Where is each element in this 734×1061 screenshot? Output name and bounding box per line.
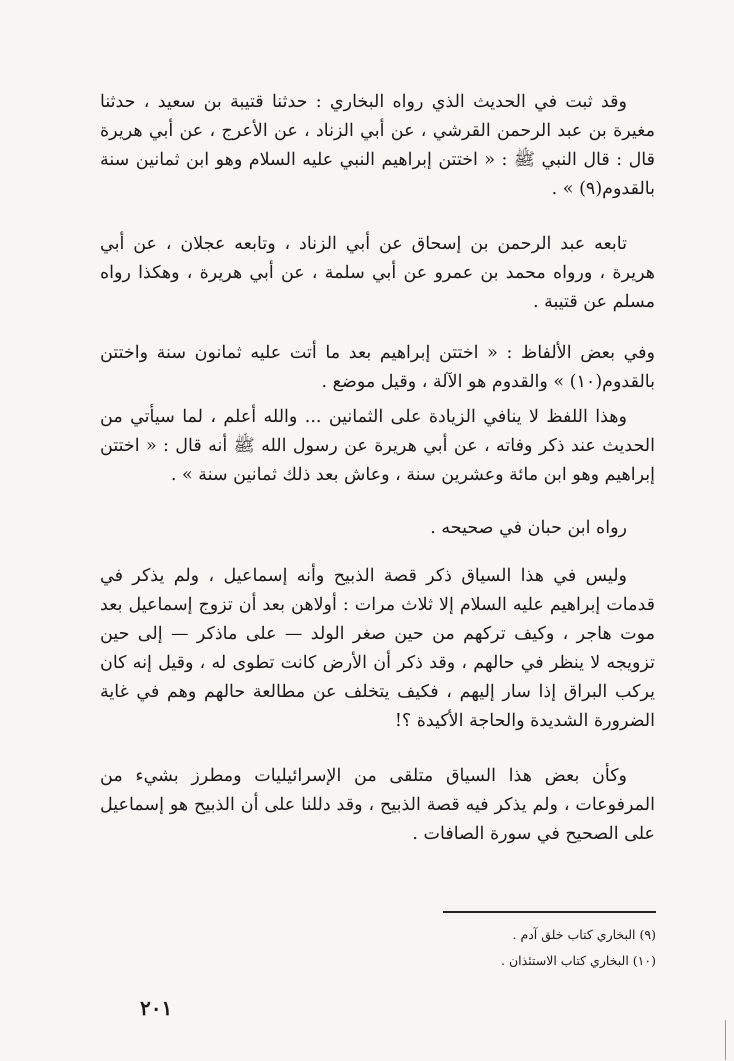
scan-edge-mark [725, 1020, 726, 1060]
footnote-10: (١٠) البخاري كتاب الاستئذان . [501, 953, 656, 968]
paragraph-bukhari-hadith: وقد ثبت في الحديث الذي رواه البخاري : حدثنا قتيبة بن سعيد ، حدثنا مغيرة بن عبد الرحمن القرشي ، عن أبي الزناد ، عن الأعرج ، عن أبي هريرة قال : قال النبي ﷺ : « اختتن إبراهيم النبي عليه السلام وهو ابن ثمانين سنة بالقدوم(٩) » . [100, 92, 655, 199]
footnote-divider [443, 911, 656, 913]
footnotes [400, 922, 656, 974]
paragraph-other-wordings: وفي بعض الألفاظ : « اختتن إبراهيم بعد ما أتت عليه ثمانون سنة واختتن بالقدوم(١٠) » والقدوم هو الآلة ، وقيل موضع . [100, 343, 655, 392]
page-number: ٢٠١ [140, 996, 173, 1020]
paragraph-context-critique: وليس في هذا السياق ذكر قصة الذبيح وأنه إسماعيل ، ولم يذكر في قدمات إبراهيم عليه السلام إلا ثلاث مرات : أولاهن بعد أن تزوج إسماعيل بعد موت هاجر ، وكيف تركهم من حين صغر الولد — على ماذكر — إلى حين تزويجه لا ينظر في حالهم ، وقد ذكر أن الأرض كانت تطوى له ، وقيل إنه كان يركب البراق إذا سار إليهم ، فكيف يتخلف عن مطالعة حالهم وهم في غاية الضرورة الشديدة والحاجة الأكيدة ؟! [100, 566, 655, 731]
paragraph-narration-chains: تابعه عبد الرحمن بن إسحاق عن أبي الزناد ، وتابعه عجلان ، عن أبي هريرة ، ورواه محمد بن عمرو عن أبي سلمة ، عن أبي هريرة ، وهكذا رواه مسلم عن قتيبة . [100, 234, 655, 312]
paragraph-age-discussion: وهذا اللفظ لا ينافي الزيادة على الثمانين ... والله أعلم ، لما سيأتي من الحديث عند ذكر وفاته ، عن أبي هريرة عن رسول الله ﷺ أنه قال : « اختتن إبراهيم وهو ابن مائة وعشرين سنة ، وعاش بعد ذلك ثمانين سنة » . [100, 407, 655, 485]
paragraph-ibn-hibban: رواه ابن حبان في صحيحه . [430, 518, 627, 538]
paragraph-conclusion: وكأن بعض هذا السياق متلقى من الإسرائيليات ومطرز بشيء من المرفوعات ، ولم يذكر فيه قصة الذبيح ، وقد دللنا على أن الذبيح هو إسماعيل على الصحيح في سورة الصافات . [100, 766, 655, 844]
footnote-9: (٩) البخاري كتاب خلق آدم . [512, 927, 656, 942]
